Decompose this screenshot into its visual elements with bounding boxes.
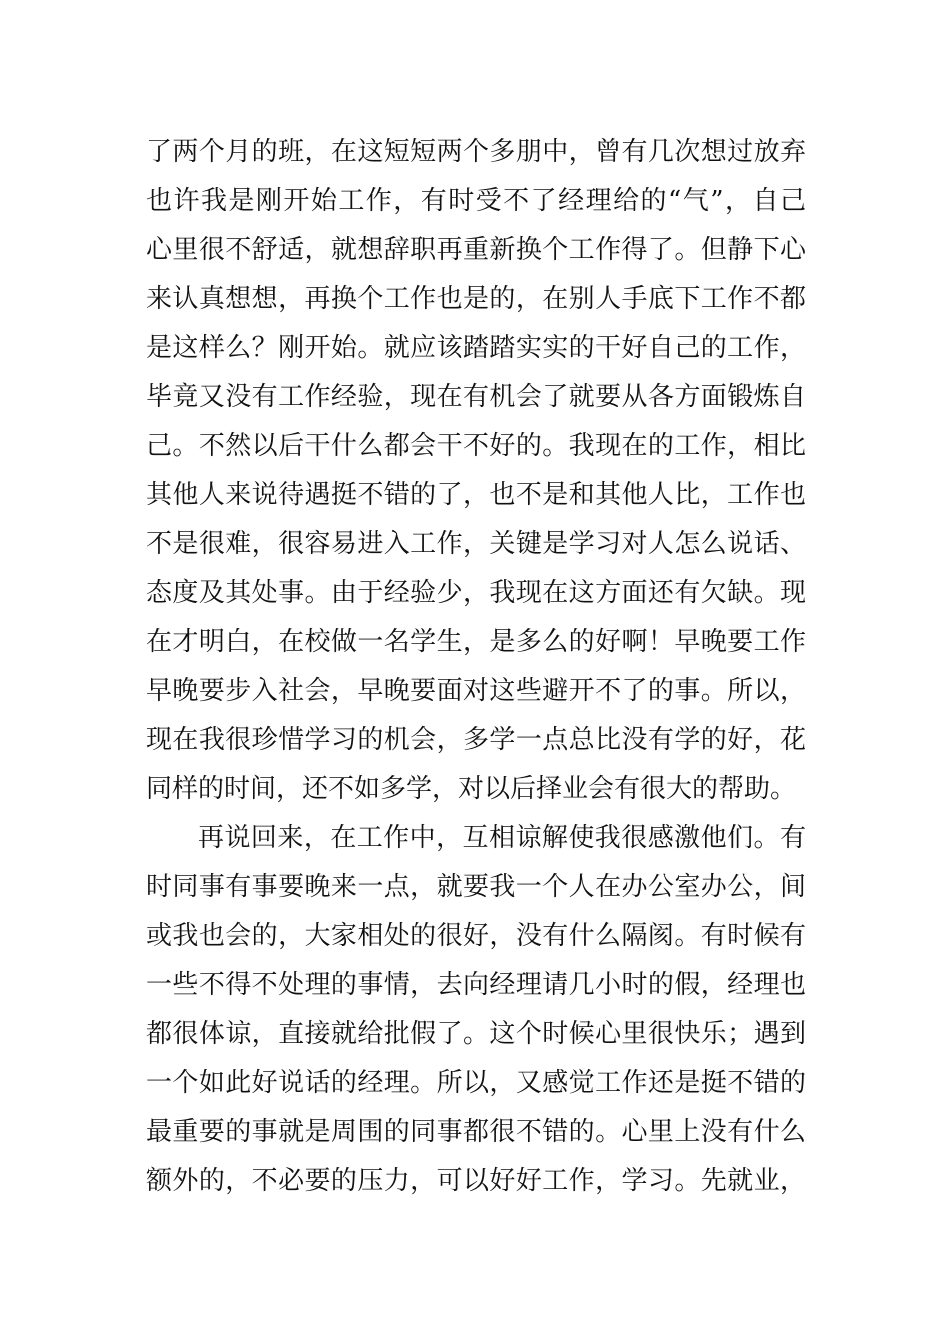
text-line: 一个如此好说话的经理。所以，又感觉工作还是挺不错的 xyxy=(146,1068,806,1098)
text-line: 其他人来说待遇挺不错的了，也不是和其他人比，工作也 xyxy=(146,480,806,510)
text-line: 最重要的事就是周围的同事都很不错的。心里上没有什么 xyxy=(146,1117,806,1147)
text-line: 来认真想想，再换个工作也是的，在别人手底下工作不都 xyxy=(146,284,806,314)
paragraph-start-line: 再说回来，在工作中，互相谅解使我很感激他们。有 xyxy=(198,823,806,853)
text-line: 也许我是刚开始工作，有时受不了经理给的“气”，自己 xyxy=(146,186,806,216)
text-line: 额外的，不必要的压力，可以好好工作，学习。先就业， xyxy=(146,1166,806,1196)
text-line: 毕竟又没有工作经验，现在有机会了就要从各方面锻炼自 xyxy=(146,382,806,412)
text-line: 时同事有事要晚来一点，就要我一个人在办公室办公，间 xyxy=(146,872,806,902)
text-line: 在才明白，在校做一名学生，是多么的好啊！早晚要工作 xyxy=(146,627,806,657)
text-line: 态度及其处事。由于经验少，我现在这方面还有欠缺。现 xyxy=(146,578,806,608)
paragraph-end-line: 同样的时间，还不如多学，对以后择业会有很大的帮助。 xyxy=(146,774,797,804)
text-line: 早晚要步入社会，早晚要面对这些避开不了的事。所以， xyxy=(146,676,806,706)
text-line: 心里很不舒适，就想辞职再重新换个工作得了。但静下心 xyxy=(146,235,806,265)
text-line: 是这样么？刚开始。就应该踏踏实实的干好自己的工作， xyxy=(146,333,806,363)
text-line: 己。不然以后干什么都会干不好的。我现在的工作，相比 xyxy=(146,431,806,461)
text-line: 或我也会的，大家相处的很好，没有什么隔阂。有时候有 xyxy=(146,921,806,951)
text-line: 不是很难，很容易进入工作，关键是学习对人怎么说话、 xyxy=(146,529,806,559)
text-line: 现在我很珍惜学习的机会，多学一点总比没有学的好，花 xyxy=(146,725,806,755)
text-line: 了两个月的班，在这短短两个多朋中，曾有几次想过放弃 xyxy=(146,137,806,167)
text-line: 都很体谅，直接就给批假了。这个时候心里很快乐；遇到 xyxy=(146,1019,806,1049)
text-line: 一些不得不处理的事情，去向经理请几小时的假，经理也 xyxy=(146,970,806,1000)
body-text xyxy=(146,128,806,1206)
